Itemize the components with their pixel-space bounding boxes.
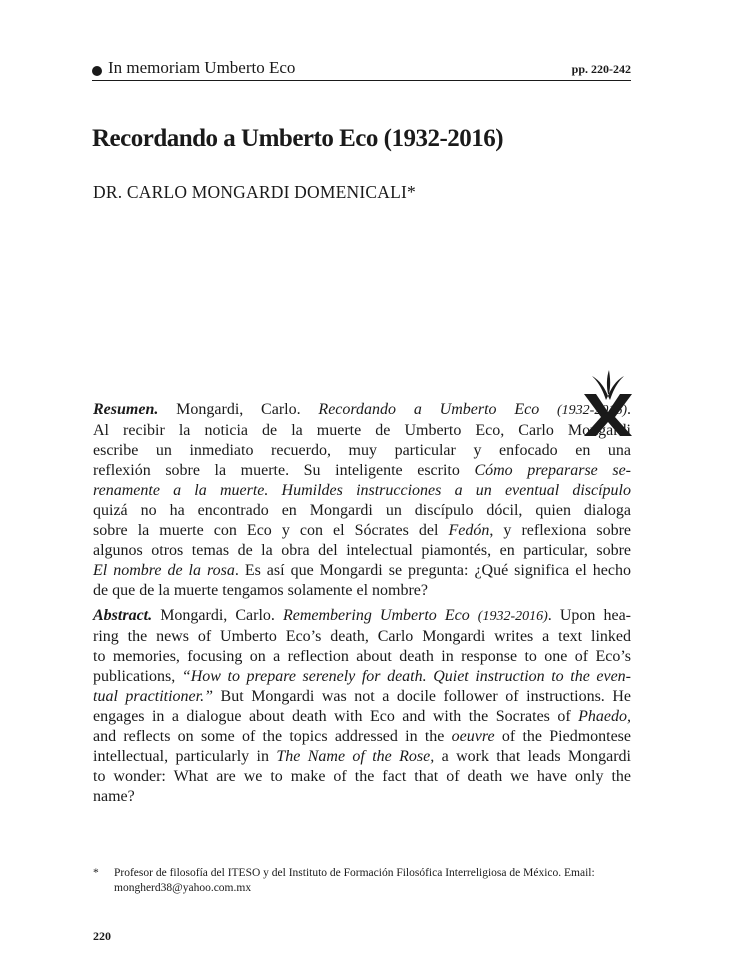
abstract-line	[93, 787, 631, 807]
abstract-text: “How to prepare serenely for death. Quiet instruction to the even-	[181, 668, 631, 685]
resumen-line	[93, 501, 631, 521]
resumen-text: Mongardi, Carlo.	[176, 401, 319, 418]
resumen-text: sobre la muerte con Eco y con el Sócrates del	[93, 522, 449, 539]
header-rule	[92, 80, 631, 81]
abstract-text: of the Piedmontese	[494, 728, 632, 745]
abstract-text: tual practitioner.”	[93, 688, 213, 705]
abstract-text: intellectual, particularly in	[93, 748, 277, 765]
footnote	[93, 866, 633, 896]
resumen-text: .	[627, 401, 632, 418]
footnote-mark: *	[93, 867, 99, 879]
resumen-line	[93, 541, 631, 561]
abstract-text: Mongardi, Carlo.	[160, 607, 283, 624]
resumen-line	[93, 421, 631, 441]
resumen-line	[93, 461, 631, 481]
resumen-line	[93, 441, 631, 461]
resumen-text: quizá no ha encontrado en Mongardi un discípulo dócil, quien dialoga	[93, 502, 631, 519]
abstract-text: name?	[93, 788, 135, 805]
resumen-text: , y reflexiona sobre	[489, 522, 631, 539]
resumen-text: de que de la muerte tengamos solamente el nombre?	[93, 582, 428, 599]
resumen-text: escribe un inmediato recuerdo, muy particular y enfocado en una	[93, 442, 631, 459]
abstract-text: to wonder: What are we to make of the fact that of death we have only the	[93, 768, 631, 785]
abstract-line	[93, 727, 631, 747]
abstract-text: . Upon hea-	[547, 607, 631, 624]
resumen-text: renamente a la muerte. Humildes instrucciones a un eventual discípulo	[93, 482, 631, 499]
abstract-text: a work that leads Mongardi	[434, 748, 632, 765]
resumen-text: Al recibir la noticia de la muerte de Umberto Eco, Carlo Mongardi	[93, 422, 631, 439]
resumen-text: reflexión sobre la muerte. Su inteligente escrito	[93, 462, 475, 479]
abstract-text: and reflects on some of the topics addressed in the	[93, 728, 452, 745]
abstract-line	[93, 647, 631, 667]
abstract-text: publications,	[93, 668, 182, 685]
resumen-text: algunos otros temas de la obra del intelectual piamontés, en particular, sobre	[93, 542, 631, 559]
abstract-line	[93, 606, 631, 627]
abstract-line	[93, 687, 631, 707]
abstract-line	[93, 707, 631, 727]
resumen-text: . Es así que Mongardi se pregunta: ¿Qué significa el hecho	[234, 562, 631, 579]
abstract-text: to memories, focusing on a reflection about death in response to one of Eco’s	[93, 648, 631, 665]
header-bullet	[92, 66, 102, 76]
header-page-range: pp. 220-242	[571, 62, 631, 76]
abstract-text: engages in a dialogue about death with Eco and with the Socrates of	[93, 708, 579, 725]
resumen-text: Recordando a Umberto Eco	[318, 401, 558, 418]
abstract-text: The Name of the Rose,	[276, 748, 435, 765]
abstract-text: Phaedo,	[578, 708, 631, 725]
resumen-label: Resumen.	[93, 401, 159, 418]
resumen-line	[93, 481, 631, 501]
abstract-line	[93, 747, 631, 767]
resumen-text: Cómo prepararse se-	[474, 462, 631, 479]
abstract-label: Abstract.	[93, 607, 153, 624]
resumen-text: El nombre de la rosa	[93, 562, 235, 579]
resumen-line	[93, 561, 631, 581]
abstract-text: But Mongardi was not a docile follower of instructions. He	[213, 688, 632, 705]
abstract-block	[93, 606, 631, 807]
page-number: 220	[93, 929, 111, 943]
abstract-line	[93, 627, 631, 647]
abstract-text: ring the news of Umberto Eco’s death, Carlo Mongardi writes a text linked	[93, 628, 631, 645]
resumen-text: Fedón	[448, 522, 490, 539]
resumen-line	[93, 581, 631, 601]
resumen-text: (1932-2016)	[557, 403, 628, 418]
abstract-line	[93, 767, 631, 787]
abstract-text: oeuvre	[451, 728, 495, 745]
resumen-line	[93, 521, 631, 541]
article-author: DR. CARLO MONGARDI DOMENICALI*	[93, 182, 416, 202]
resumen-block	[93, 400, 631, 601]
abstract-line	[93, 667, 631, 687]
article-title: Recordando a Umberto Eco (1932-2016)	[92, 125, 504, 152]
abstract-text: Remembering Umberto Eco	[282, 607, 478, 624]
resumen-line	[93, 400, 631, 421]
footnote-text: Profesor de filosofía del ITESO y del Instituto de Formación Filosófica Interreligiosa de México. Email: mongherd38@yahoo.com.mx	[114, 867, 595, 894]
header-section-title: In memoriam Umberto Eco	[108, 58, 296, 77]
abstract-text: (1932-2016)	[477, 609, 548, 624]
